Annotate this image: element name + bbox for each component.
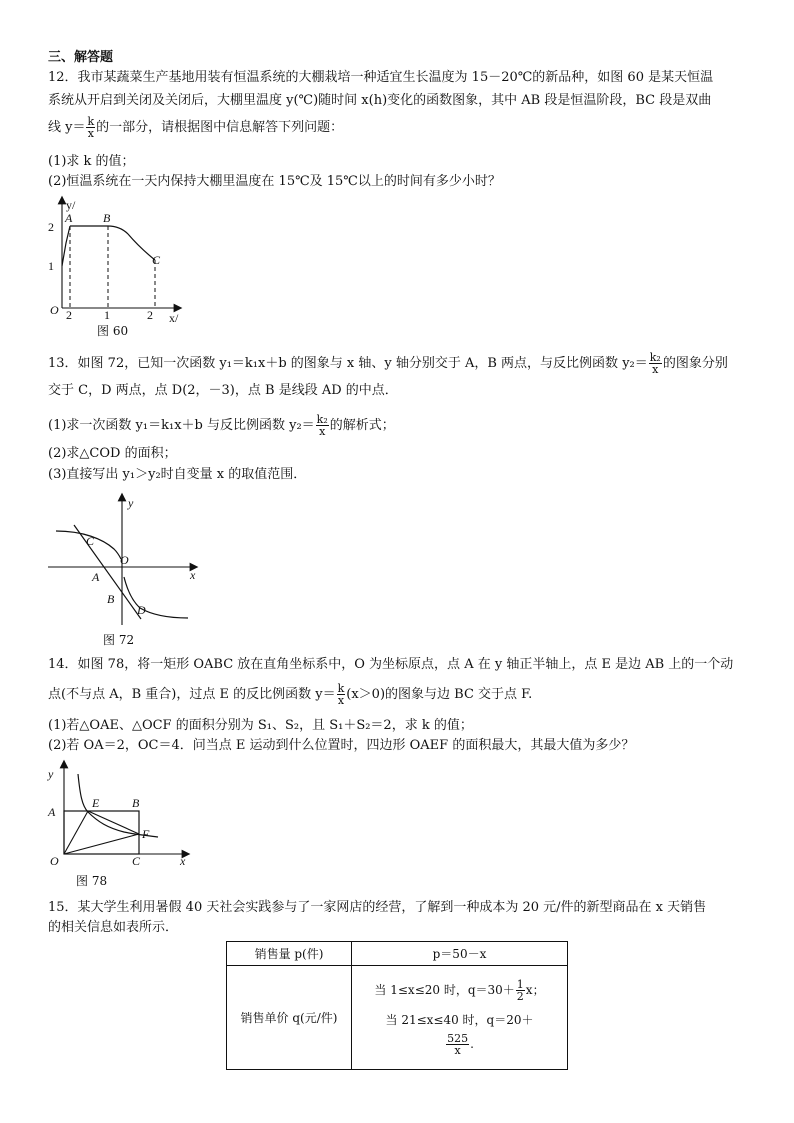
q12-fraction — [86, 116, 95, 139]
q13-line2: 交于 C，D 两点，点 D(2，－3)，点 B 是线段 AD 的中点． — [48, 383, 398, 398]
row-value-price — [352, 966, 568, 1070]
q14-line2-post: (x＞0)的图象与边 BC 交于点 F. — [346, 687, 533, 702]
fraction-denominator: x — [87, 127, 94, 140]
point-b-label: B — [103, 211, 111, 225]
q12-line3 — [48, 116, 754, 139]
price-case-2: 当 21≤x≤40 时，q＝20＋ — [385, 1013, 534, 1027]
row-label-price: 销售单价 q(元/件) — [227, 966, 352, 1070]
y-tick-2: 2 — [48, 220, 54, 234]
q13-sub1 — [48, 414, 754, 437]
section-title: 三、解答题 — [48, 50, 114, 65]
price-case-2-tail: $\frac{525}{x}$ . — [447, 1032, 474, 1057]
figure-78-caption: 图 78 — [76, 874, 108, 888]
price-case-1: 当 1≤x≤20 时，q＝30＋ $\frac{1}{2}$ x； — [374, 978, 545, 1003]
point-a-label: A — [48, 805, 56, 819]
table-row — [227, 966, 568, 1070]
x-axis-label: x — [180, 854, 186, 868]
q13-sub2: (2)求△COD 的面积； — [48, 446, 177, 461]
price-case-1-fraction: $\frac{1}{2}$ — [516, 978, 524, 1003]
x-tick-2: 1 — [104, 308, 110, 322]
figure-78-graph — [46, 762, 196, 870]
point-c-label: C — [152, 253, 161, 267]
q13-line1-post: 的图象分别 — [662, 356, 728, 371]
q14-sub1: (1)若△OAE、△OCF 的面积分别为 S₁、S₂，且 S₁＋S₂＝2，求 k 的值； — [48, 718, 473, 733]
hyperbola-branch-right — [124, 577, 188, 618]
figure-60-caption: 图 60 — [97, 324, 129, 338]
q15-line2: 的相关信息如表所示． — [48, 920, 179, 935]
origin-label: O — [50, 854, 59, 868]
point-b-label: B — [132, 796, 140, 810]
q14-line2 — [48, 683, 754, 706]
q13-fraction — [649, 352, 662, 375]
q14-sub2: (2)若 OA＝2，OC＝4．问当点 E 运动到什么位置时，四边形 OAEF 的面积最大，其最大值为多少？ — [48, 738, 635, 753]
q12-sub1: (1)求 k 的值； — [48, 154, 135, 169]
q13-line1 — [48, 352, 754, 375]
q12-line3-pre: 线 y＝ — [48, 120, 86, 135]
q12-line3-post: 的一部分，请根据图中信息解答下列问题： — [96, 120, 344, 135]
q13-sub1-pre: (1)求一次函数 y₁＝k₁x＋b 与反比例函数 y₂＝ — [48, 418, 315, 433]
hyperbola-bc — [108, 226, 155, 260]
point-d-label: D — [137, 603, 146, 617]
y-axis-label: y — [48, 767, 54, 781]
table-row — [227, 942, 568, 966]
point-c-label: C — [86, 534, 95, 548]
x-axis-label: x — [190, 568, 196, 582]
q12-sub2: (2)恒温系统在一天内保持大棚里温度在 15℃及 15℃以上的时间有多少小时？ — [48, 174, 501, 189]
y-tick-1: 1 — [48, 259, 54, 273]
figure-60-graph — [48, 198, 198, 323]
q12-line1: 12．我市某蔬菜生产基地用装有恒温系统的大棚栽培一种适宜生长温度为 15－20℃的新品种，如图 60 是某天恒温 — [48, 70, 714, 85]
segment-oe — [64, 811, 88, 854]
x-axis-label: x/ — [169, 311, 179, 325]
sales-info-table — [226, 941, 568, 1070]
rising-segment — [62, 226, 70, 266]
q15-line1: 15．某大学生利用暑假 40 天社会实践参与了一家网店的经营，了解到一种成本为 20 元/件的新型商品在 x 天销售 — [48, 900, 707, 915]
point-f-label: F — [142, 827, 150, 841]
origin-label: O — [50, 303, 59, 317]
origin-label: O — [120, 553, 129, 567]
q14-line1: 14．如图 78，将一矩形 OABC 放在直角坐标系中，O 为坐标原点，点 A 在 y 轴正半轴上，点 E 是边 AB 上的一个动 — [48, 657, 734, 672]
fraction-numerator: k — [87, 115, 95, 128]
q13-sub3: (3)直接写出 y₁＞y₂时自变量 x 的取值范围． — [48, 467, 307, 482]
figure-72-caption: 图 72 — [103, 633, 135, 647]
point-a-label: A — [92, 570, 100, 584]
point-c-label: C — [132, 854, 141, 868]
q13-line1-pre: 13．如图 72，已知一次函数 y₁＝k₁x＋b 的图象与 x 轴、y 轴分别交于 A，B 两点，与反比例函数 y₂＝ — [48, 356, 648, 371]
y-axis-label: y/ — [66, 198, 76, 212]
q13-sub1-fraction — [316, 414, 329, 437]
x-tick-3: 2 — [147, 308, 153, 322]
fraction-numerator: k₂ — [649, 351, 661, 364]
figure-72-graph — [48, 495, 203, 630]
point-b-label: B — [107, 592, 115, 606]
segment-ef — [88, 811, 139, 834]
x-tick-1: 2 — [66, 308, 72, 322]
q12-line2: 系统从开启到关闭及关闭后，大棚里温度 y(℃)随时间 x(h)变化的函数图象，其中 AB 段是恒温阶段，BC 段是双曲 — [48, 93, 712, 108]
row-value-quantity: p＝50－x — [352, 942, 568, 966]
fraction-numerator: k — [337, 682, 345, 695]
q13-sub1-post: 的解析式； — [329, 418, 395, 433]
price-case-2-fraction: $\frac{525}{x}$ — [447, 1032, 469, 1057]
fraction-denominator: x — [652, 363, 659, 376]
segment-of — [64, 834, 139, 854]
point-e-label: E — [92, 796, 100, 810]
y-axis-label: y — [128, 496, 134, 510]
fraction-denominator: x — [319, 425, 326, 438]
fraction-numerator: k₂ — [316, 413, 328, 426]
fraction-denominator: x — [337, 694, 345, 707]
row-label-quantity: 销售量 p(件) — [227, 942, 352, 966]
q14-line2-pre: 点(不与点 A，B 重合)，过点 E 的反比例函数 y＝ — [48, 687, 336, 702]
point-a-label: A — [65, 211, 73, 225]
q14-fraction — [337, 683, 346, 706]
